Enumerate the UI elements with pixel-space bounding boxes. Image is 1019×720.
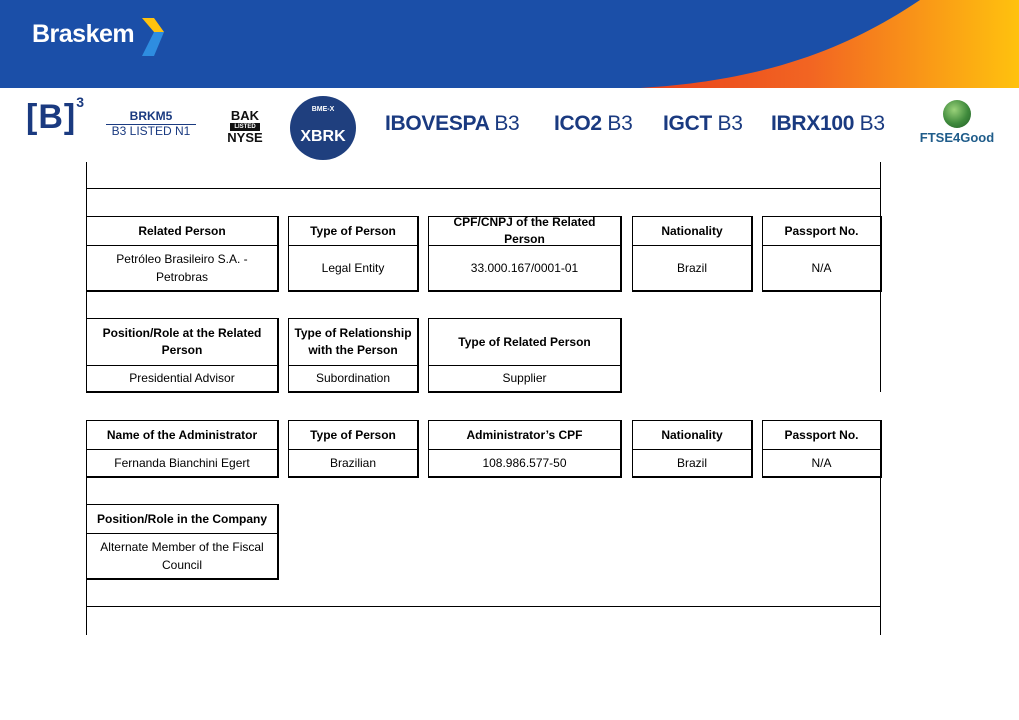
field-value: 108.986.577-50: [482, 455, 567, 470]
field-value: Supplier: [502, 370, 547, 385]
header-banner: [0, 0, 1019, 88]
frame-divider: [86, 188, 881, 189]
admin-passport-cell: [762, 420, 882, 478]
field-value: Presidential Advisor: [129, 370, 235, 385]
nationality-cell: [632, 216, 753, 292]
field-header: Passport No.: [763, 217, 880, 246]
position-role-related-cell: [86, 318, 279, 393]
field-header: Name of the Administrator: [87, 421, 277, 450]
related-person-cell: [86, 216, 279, 292]
field-value: Subordination: [315, 370, 391, 385]
administrator-name-cell: [86, 420, 279, 478]
field-value: N/A: [811, 455, 832, 470]
field-value: Petróleo Brasileiro S.A. - Petrobras: [116, 251, 248, 284]
field-value: Brazilian: [329, 455, 377, 470]
field-header: Type of Relationship with the Person: [289, 319, 417, 366]
passport-cell: [762, 216, 882, 292]
admin-cpf-cell: [428, 420, 622, 478]
field-header: Type of Person: [289, 421, 417, 450]
ibovespa-logo: IBOVESPA B3: [385, 112, 520, 135]
b3-logo: $[B]^3$: [26, 94, 85, 136]
globe-icon: [943, 100, 971, 128]
field-header: Position/Role in the Company: [87, 505, 277, 534]
ico2-logo: ICO2 B3: [554, 112, 633, 135]
ibrx100-logo: IBRX100 B3: [771, 112, 885, 135]
frame-divider: [86, 606, 881, 607]
relationship-type-cell: [288, 318, 419, 393]
brkm5-logo: BRKM5 B3 LISTED N1: [106, 110, 196, 138]
ftse4good-logo: FTSE4Good: [918, 98, 996, 145]
field-value: N/A: [811, 260, 832, 275]
field-header: CPF/CNPJ of the Related Person: [429, 217, 620, 246]
admin-nationality-cell: [632, 420, 753, 478]
field-header: Nationality: [633, 421, 751, 450]
field-header: Type of Person: [289, 217, 417, 246]
field-value: Brazil: [676, 260, 707, 275]
admin-type-of-person-cell: [288, 420, 419, 478]
field-header: Nationality: [633, 217, 751, 246]
field-header: Type of Related Person: [429, 319, 620, 366]
xbrk-logo: BME-X XBRK: [290, 96, 356, 160]
field-value: Alternate Member of the Fiscal Council: [100, 539, 264, 572]
type-of-person-cell: [288, 216, 419, 292]
listing-logos: [0, 90, 1019, 162]
field-value: Fernanda Bianchini Egert: [114, 455, 250, 470]
field-header: Administrator’s CPF: [429, 421, 620, 450]
field-header: Related Person: [87, 217, 277, 246]
field-header: Position/Role at the Related Person: [87, 319, 277, 366]
cpf-cnpj-cell: [428, 216, 622, 292]
field-value: 33.000.167/0001-01: [470, 260, 579, 275]
bak-nyse-logo: BAK LISTED NYSE: [227, 108, 263, 145]
braskem-logo-text: Braskem: [32, 20, 135, 48]
igct-logo: IGCT B3: [663, 112, 743, 135]
field-value: Legal Entity: [321, 260, 385, 275]
company-role-cell: [86, 504, 279, 580]
field-value: Brazil: [676, 455, 707, 470]
related-person-type-cell: [428, 318, 622, 393]
field-header: Passport No.: [763, 421, 880, 450]
braskem-logo-icon: [140, 16, 166, 58]
